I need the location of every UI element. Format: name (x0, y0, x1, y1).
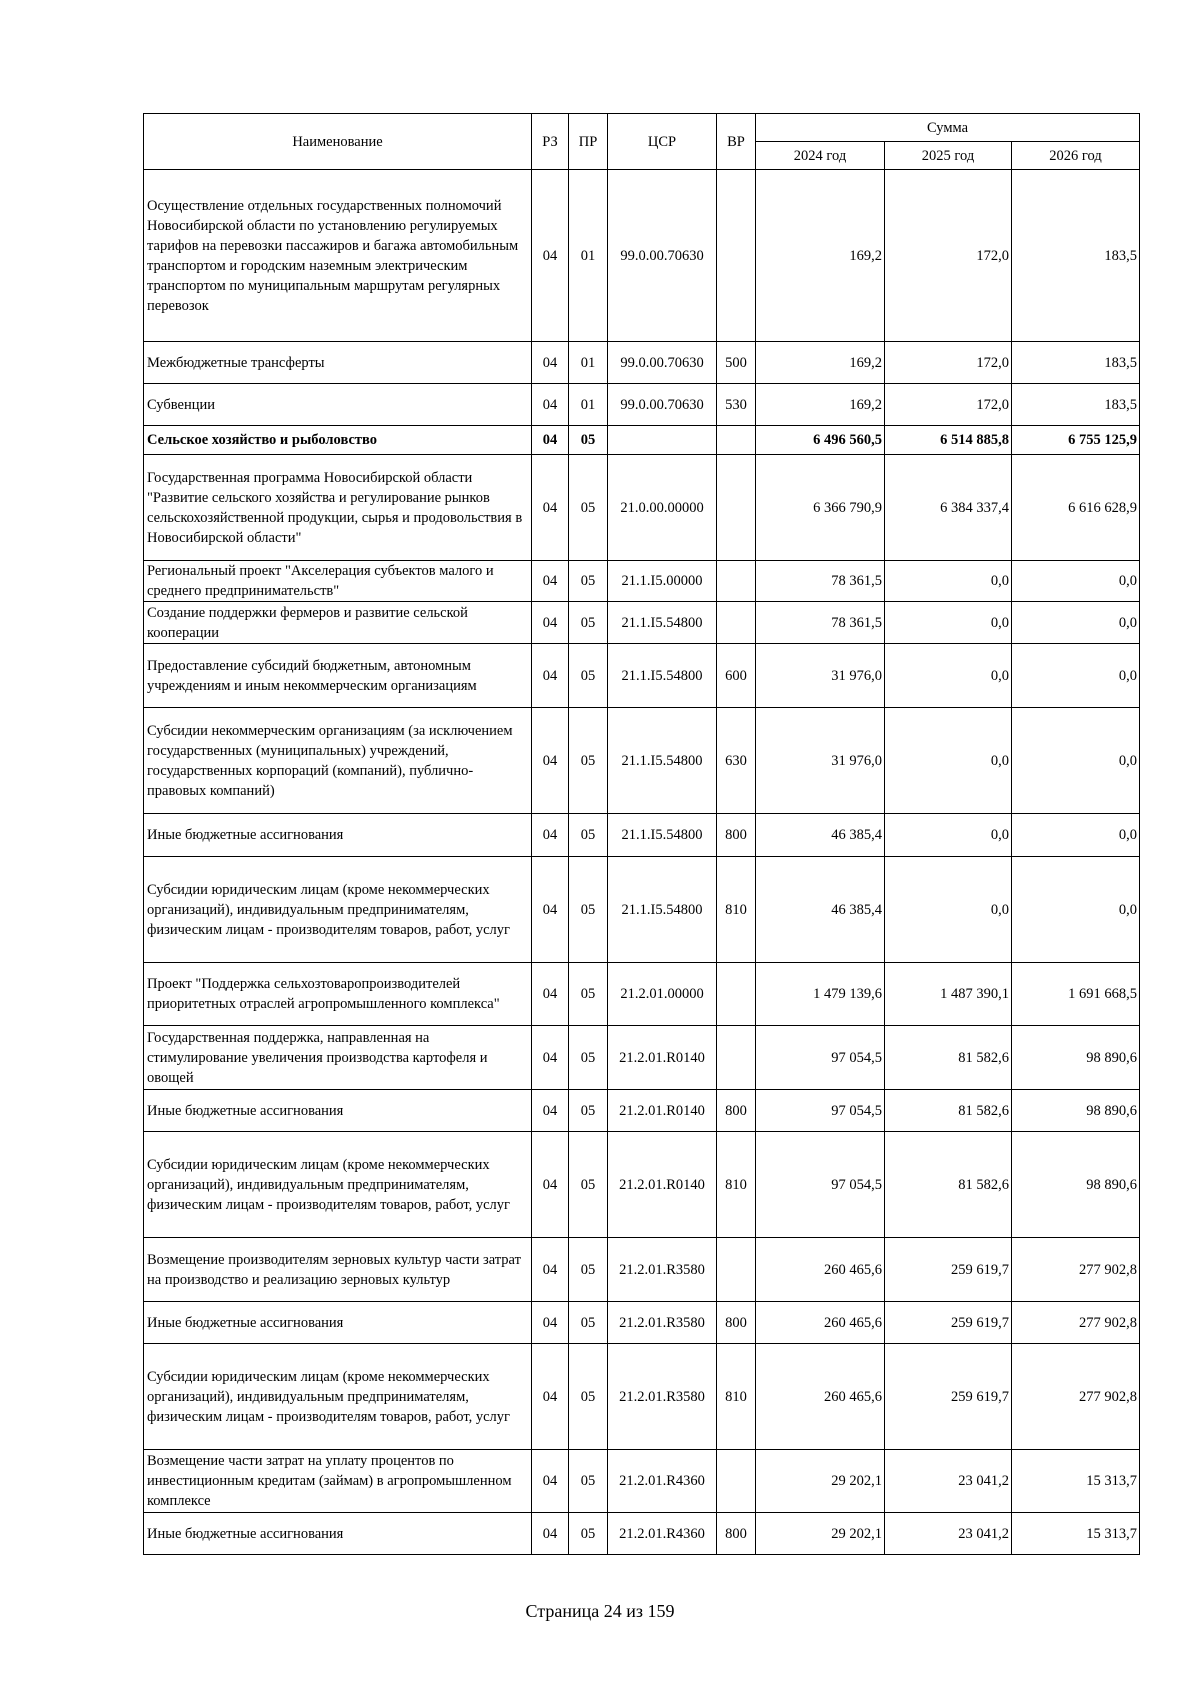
row-csr-cell: 21.2.01.R0140 (608, 1090, 717, 1132)
row-csr-cell: 99.0.00.70630 (608, 342, 717, 384)
row-rz-cell: 04 (532, 1026, 569, 1090)
row-name-cell: Государственная поддержка, направленная на стимулирование увеличения производства картофеля и овощей (144, 1026, 532, 1090)
row-rz-cell: 04 (532, 857, 569, 963)
row-2025-cell: 259 619,7 (885, 1238, 1012, 1302)
row-csr-cell: 21.2.01.R0140 (608, 1132, 717, 1238)
row-rz-cell: 04 (532, 426, 569, 455)
row-name-cell: Субсидии юридическим лицам (кроме некоммерческих организаций), индивидуальным предпринимателям, физическим лицам - производителям товаров, работ, услуг (144, 857, 532, 963)
header-vr: ВР (717, 114, 756, 170)
row-name-cell: Возмещение производителям зерновых культур части затрат на производство и реализацию зерновых культур (144, 1238, 532, 1302)
row-name-cell: Региональный проект "Акселерация субъектов малого и среднего предпринимательств" (144, 561, 532, 602)
row-pr-cell: 01 (569, 384, 608, 426)
row-2024-cell: 260 465,6 (756, 1344, 885, 1450)
header-2025: 2025 год (885, 142, 1012, 170)
header-2026: 2026 год (1012, 142, 1140, 170)
header-sum: Сумма (756, 114, 1140, 142)
table-row (144, 1450, 1140, 1513)
row-rz-cell: 04 (532, 708, 569, 814)
row-2026-cell: 1 691 668,5 (1012, 963, 1140, 1026)
table-row (144, 708, 1140, 814)
table-row (144, 602, 1140, 644)
row-csr-cell: 21.1.I5.54800 (608, 857, 717, 963)
row-2024-cell: 29 202,1 (756, 1513, 885, 1555)
row-2024-cell: 31 976,0 (756, 708, 885, 814)
row-vr-cell (717, 561, 756, 602)
row-vr-cell: 800 (717, 814, 756, 857)
row-vr-cell: 600 (717, 644, 756, 708)
row-rz-cell: 04 (532, 1450, 569, 1513)
row-rz-cell: 04 (532, 1238, 569, 1302)
row-vr-cell: 630 (717, 708, 756, 814)
row-name-cell: Субвенции (144, 384, 532, 426)
row-pr-cell: 05 (569, 963, 608, 1026)
row-2024-cell: 78 361,5 (756, 602, 885, 644)
row-2024-cell: 29 202,1 (756, 1450, 885, 1513)
row-rz-cell: 04 (532, 342, 569, 384)
row-name-cell: Государственная программа Новосибирской области "Развитие сельского хозяйства и регулирование рынков сельскохозяйственной продукции, сырья и продовольствия в Новосибирской области" (144, 455, 532, 561)
header-2024: 2024 год (756, 142, 885, 170)
row-name-cell: Субсидии юридическим лицам (кроме некоммерческих организаций), индивидуальным предпринимателям, физическим лицам - производителям товаров, работ, услуг (144, 1132, 532, 1238)
row-rz-cell: 04 (532, 1302, 569, 1344)
row-2025-cell: 6 384 337,4 (885, 455, 1012, 561)
row-2025-cell: 172,0 (885, 384, 1012, 426)
row-2026-cell: 277 902,8 (1012, 1238, 1140, 1302)
row-2024-cell: 31 976,0 (756, 644, 885, 708)
row-2026-cell: 6 755 125,9 (1012, 426, 1140, 455)
row-pr-cell: 05 (569, 455, 608, 561)
row-vr-cell: 530 (717, 384, 756, 426)
row-pr-cell: 05 (569, 708, 608, 814)
row-vr-cell (717, 170, 756, 342)
table-row (144, 426, 1140, 455)
row-vr-cell: 810 (717, 1132, 756, 1238)
table-row (144, 963, 1140, 1026)
row-rz-cell: 04 (532, 1132, 569, 1238)
table-body (144, 170, 1140, 1555)
row-vr-cell (717, 1450, 756, 1513)
row-2025-cell: 259 619,7 (885, 1344, 1012, 1450)
table-row (144, 1302, 1140, 1344)
row-2025-cell: 81 582,6 (885, 1090, 1012, 1132)
row-rz-cell: 04 (532, 602, 569, 644)
row-csr-cell: 21.2.01.R3580 (608, 1238, 717, 1302)
row-vr-cell (717, 1026, 756, 1090)
row-2024-cell: 6 366 790,9 (756, 455, 885, 561)
row-pr-cell: 05 (569, 1090, 608, 1132)
row-vr-cell: 810 (717, 1344, 756, 1450)
row-pr-cell: 05 (569, 561, 608, 602)
row-name-cell: Иные бюджетные ассигнования (144, 814, 532, 857)
row-name-cell: Межбюджетные трансферты (144, 342, 532, 384)
row-pr-cell: 05 (569, 1513, 608, 1555)
row-pr-cell: 05 (569, 1026, 608, 1090)
row-pr-cell: 05 (569, 814, 608, 857)
row-2025-cell: 6 514 885,8 (885, 426, 1012, 455)
row-2024-cell: 260 465,6 (756, 1302, 885, 1344)
row-2026-cell: 15 313,7 (1012, 1450, 1140, 1513)
header-pr: ПР (569, 114, 608, 170)
row-csr-cell: 21.1.I5.00000 (608, 561, 717, 602)
budget-table (143, 113, 1140, 1555)
row-rz-cell: 04 (532, 1513, 569, 1555)
row-vr-cell: 800 (717, 1513, 756, 1555)
row-2024-cell: 78 361,5 (756, 561, 885, 602)
row-pr-cell: 05 (569, 1344, 608, 1450)
row-vr-cell: 810 (717, 857, 756, 963)
header-csr: ЦСР (608, 114, 717, 170)
row-csr-cell (608, 426, 717, 455)
row-2024-cell: 169,2 (756, 342, 885, 384)
row-name-cell: Проект "Поддержка сельхозтоваропроизводителей приоритетных отраслей агропромышленного комплекса" (144, 963, 532, 1026)
row-2026-cell: 183,5 (1012, 384, 1140, 426)
row-vr-cell: 500 (717, 342, 756, 384)
row-2024-cell: 46 385,4 (756, 857, 885, 963)
row-pr-cell: 01 (569, 170, 608, 342)
row-csr-cell: 99.0.00.70630 (608, 384, 717, 426)
row-name-cell: Субсидии юридическим лицам (кроме некоммерческих организаций), индивидуальным предпринимателям, физическим лицам - производителям товаров, работ, услуг (144, 1344, 532, 1450)
row-rz-cell: 04 (532, 1344, 569, 1450)
row-pr-cell: 05 (569, 1302, 608, 1344)
row-vr-cell (717, 1238, 756, 1302)
row-rz-cell: 04 (532, 170, 569, 342)
row-2025-cell: 0,0 (885, 708, 1012, 814)
row-csr-cell: 21.1.I5.54800 (608, 708, 717, 814)
row-2025-cell: 0,0 (885, 644, 1012, 708)
table-header (144, 114, 1140, 170)
row-vr-cell (717, 455, 756, 561)
row-2025-cell: 0,0 (885, 814, 1012, 857)
row-pr-cell: 05 (569, 426, 608, 455)
row-2025-cell: 172,0 (885, 342, 1012, 384)
table-row (144, 1344, 1140, 1450)
row-vr-cell: 800 (717, 1302, 756, 1344)
row-2024-cell: 1 479 139,6 (756, 963, 885, 1026)
row-pr-cell: 05 (569, 602, 608, 644)
row-2024-cell: 6 496 560,5 (756, 426, 885, 455)
row-name-cell: Сельское хозяйство и рыболовство (144, 426, 532, 455)
row-pr-cell: 01 (569, 342, 608, 384)
table-row (144, 814, 1140, 857)
row-2026-cell: 6 616 628,9 (1012, 455, 1140, 561)
row-csr-cell: 21.1.I5.54800 (608, 602, 717, 644)
row-pr-cell: 05 (569, 1238, 608, 1302)
row-name-cell: Иные бюджетные ассигнования (144, 1513, 532, 1555)
row-csr-cell: 99.0.00.70630 (608, 170, 717, 342)
row-2026-cell: 98 890,6 (1012, 1132, 1140, 1238)
row-2026-cell: 183,5 (1012, 170, 1140, 342)
row-2024-cell: 169,2 (756, 384, 885, 426)
row-2025-cell: 0,0 (885, 561, 1012, 602)
table-row (144, 1026, 1140, 1090)
row-2026-cell: 0,0 (1012, 644, 1140, 708)
row-pr-cell: 05 (569, 1450, 608, 1513)
row-csr-cell: 21.2.01.R4360 (608, 1513, 717, 1555)
table-row (144, 1238, 1140, 1302)
row-2024-cell: 169,2 (756, 170, 885, 342)
row-name-cell: Возмещение части затрат на уплату процентов по инвестиционным кредитам (займам) в агропромышленном комплексе (144, 1450, 532, 1513)
table-row (144, 857, 1140, 963)
row-csr-cell: 21.2.01.00000 (608, 963, 717, 1026)
row-rz-cell: 04 (532, 963, 569, 1026)
row-2026-cell: 0,0 (1012, 857, 1140, 963)
table-row (144, 1132, 1140, 1238)
row-pr-cell: 05 (569, 857, 608, 963)
row-rz-cell: 04 (532, 814, 569, 857)
table-row (144, 644, 1140, 708)
table-row (144, 170, 1140, 342)
row-2026-cell: 98 890,6 (1012, 1026, 1140, 1090)
row-2026-cell: 277 902,8 (1012, 1344, 1140, 1450)
row-2026-cell: 0,0 (1012, 602, 1140, 644)
row-2026-cell: 0,0 (1012, 708, 1140, 814)
row-rz-cell: 04 (532, 384, 569, 426)
table-row (144, 1090, 1140, 1132)
row-2024-cell: 260 465,6 (756, 1238, 885, 1302)
row-2025-cell: 259 619,7 (885, 1302, 1012, 1344)
row-2026-cell: 15 313,7 (1012, 1513, 1140, 1555)
row-2025-cell: 172,0 (885, 170, 1012, 342)
row-vr-cell (717, 426, 756, 455)
row-2025-cell: 23 041,2 (885, 1513, 1012, 1555)
row-rz-cell: 04 (532, 644, 569, 708)
row-vr-cell: 800 (717, 1090, 756, 1132)
row-name-cell: Предоставление субсидий бюджетным, автономным учреждениям и иным некоммерческим организациям (144, 644, 532, 708)
row-csr-cell: 21.1.I5.54800 (608, 814, 717, 857)
row-2026-cell: 277 902,8 (1012, 1302, 1140, 1344)
page-number: Страница 24 из 159 (525, 1601, 675, 1621)
table-row (144, 1513, 1140, 1555)
row-rz-cell: 04 (532, 1090, 569, 1132)
row-csr-cell: 21.0.00.00000 (608, 455, 717, 561)
row-pr-cell: 05 (569, 644, 608, 708)
table-row (144, 561, 1140, 602)
row-rz-cell: 04 (532, 561, 569, 602)
row-name-cell: Создание поддержки фермеров и развитие сельской кооперации (144, 602, 532, 644)
row-2025-cell: 0,0 (885, 857, 1012, 963)
table-row (144, 455, 1140, 561)
row-name-cell: Субсидии некоммерческим организациям (за исключением государственных (муниципальных) учреждений, государственных корпораций (компаний), публично-правовых компаний) (144, 708, 532, 814)
row-2025-cell: 23 041,2 (885, 1450, 1012, 1513)
row-vr-cell (717, 602, 756, 644)
row-2024-cell: 46 385,4 (756, 814, 885, 857)
row-2024-cell: 97 054,5 (756, 1090, 885, 1132)
row-csr-cell: 21.1.I5.54800 (608, 644, 717, 708)
row-csr-cell: 21.2.01.R0140 (608, 1026, 717, 1090)
row-2025-cell: 81 582,6 (885, 1026, 1012, 1090)
row-pr-cell: 05 (569, 1132, 608, 1238)
header-name: Наименование (144, 114, 532, 170)
row-vr-cell (717, 963, 756, 1026)
row-csr-cell: 21.2.01.R3580 (608, 1344, 717, 1450)
table-row (144, 342, 1140, 384)
row-2026-cell: 0,0 (1012, 561, 1140, 602)
row-2024-cell: 97 054,5 (756, 1132, 885, 1238)
row-name-cell: Иные бюджетные ассигнования (144, 1090, 532, 1132)
row-csr-cell: 21.2.01.R3580 (608, 1302, 717, 1344)
row-2026-cell: 98 890,6 (1012, 1090, 1140, 1132)
row-2025-cell: 0,0 (885, 602, 1012, 644)
row-csr-cell: 21.2.01.R4360 (608, 1450, 717, 1513)
row-name-cell: Иные бюджетные ассигнования (144, 1302, 532, 1344)
header-rz: РЗ (532, 114, 569, 170)
row-2024-cell: 97 054,5 (756, 1026, 885, 1090)
row-rz-cell: 04 (532, 455, 569, 561)
row-2025-cell: 1 487 390,1 (885, 963, 1012, 1026)
row-name-cell: Осуществление отдельных государственных полномочий Новосибирской области по установлению регулируемых тарифов на перевозки пассажиров и багажа автомобильным транспортом и городским наземным электрическим транспортом по муниципальным маршрутам регулярных перевозок (144, 170, 532, 342)
row-2025-cell: 81 582,6 (885, 1132, 1012, 1238)
table-row (144, 384, 1140, 426)
row-2026-cell: 183,5 (1012, 342, 1140, 384)
row-2026-cell: 0,0 (1012, 814, 1140, 857)
